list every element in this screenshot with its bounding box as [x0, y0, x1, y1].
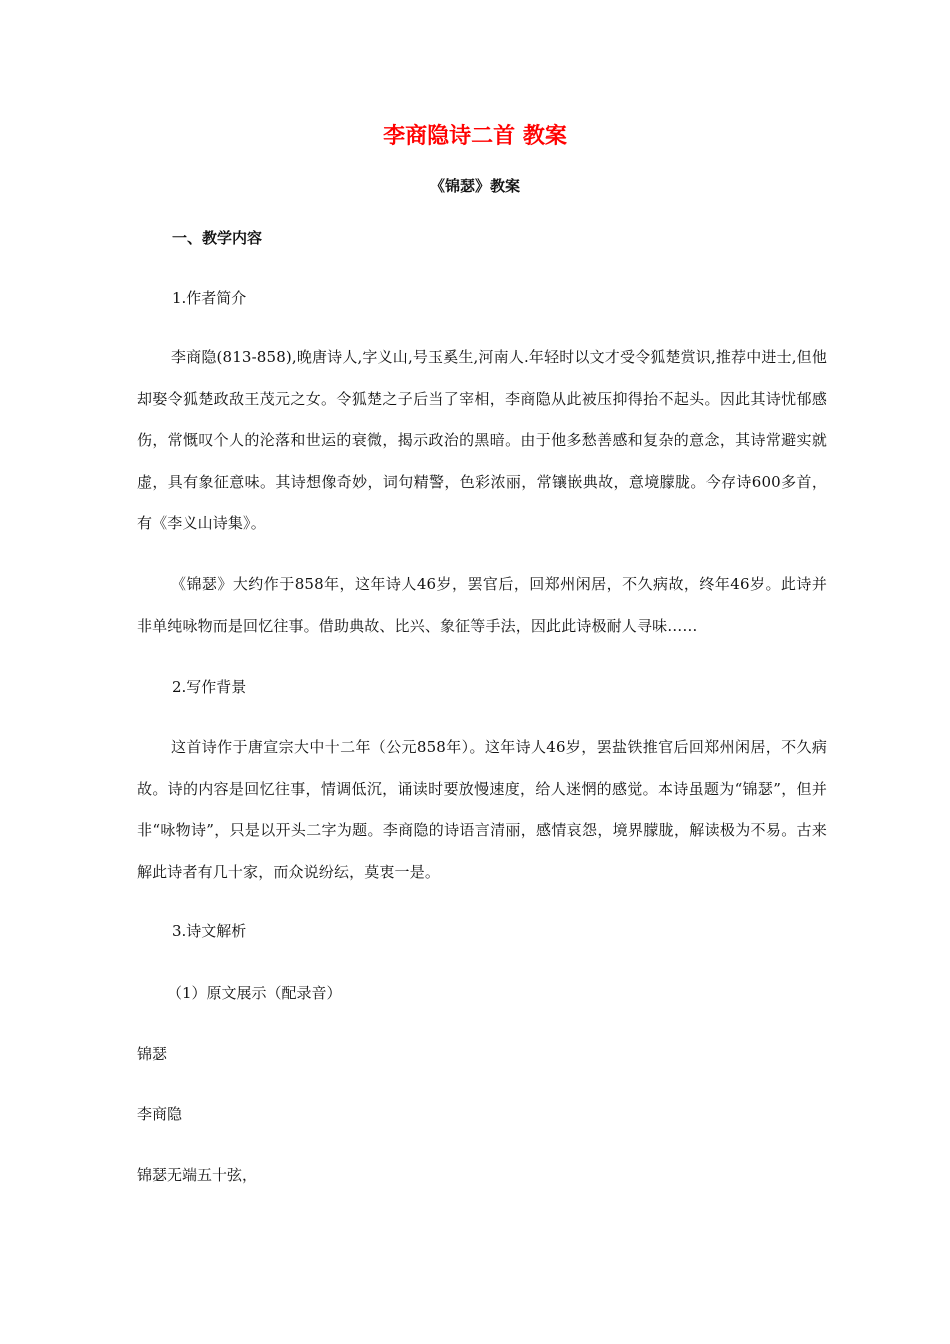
document-subtitle: 《锦瑟》教案: [429, 177, 520, 195]
poem-title: 锦瑟: [137, 1045, 168, 1063]
item-background-heading: 2.写作背景: [172, 678, 247, 696]
paragraph-poem-note: 《锦瑟》大约作于858年，这年诗人46岁，罢官后，回郑州闲居，不久病故，终年46岁。此诗并非单纯咏物而是回忆往事。借助典故、比兴、象征等手法，因此此诗极耐人寻味……: [137, 575, 827, 635]
poem-line: 锦瑟无端五十弦，: [137, 1166, 258, 1184]
item-author-intro-heading: 1.作者简介: [172, 289, 247, 307]
document-title: 李商隐诗二首 教案: [383, 124, 567, 149]
poem-author: 李商隐: [137, 1105, 183, 1123]
paragraph-author-intro: 李商隐(813-858),晚唐诗人,字义山,号玉奚生,河南人.年轻时以文才受令狐楚赏识,推荐中进士,但他却娶令狐楚政敌王茂元之女。令狐楚之子后当了宰相，李商隐从此被压抑得抬不起头。因此其诗忧郁感伤，常慨叹个人的沦落和世运的衰微，揭示政治的黑暗。由于他多愁善感和复杂的意念，其诗常避实就虚，具有象征意味。其诗想像奇妙，词句精警，色彩浓丽，常镶嵌典故，意境朦胧。今存诗600多首，有《李义山诗集》。: [137, 348, 827, 532]
section-heading-teaching-content: 一、教学内容: [172, 229, 263, 247]
item-poem-analysis-heading: 3.诗文解析: [172, 922, 247, 940]
sub-item-original-text: （1）原文展示（配录音）: [167, 984, 342, 1002]
paragraph-background: 这首诗作于唐宣宗大中十二年（公元858年）。这年诗人46岁，罢盐铁推官后回郑州闲居，不久病故。诗的内容是回忆往事，情调低沉，诵读时要放慢速度，给人迷惘的感觉。本诗虽题为“锦瑟”，但并非“咏物诗”，只是以开头二字为题。李商隐的诗语言清丽，感情哀怨，境界朦胧，解读极为不易。古来解此诗者有几十家，而众说纷纭，莫衷一是。: [137, 738, 827, 881]
